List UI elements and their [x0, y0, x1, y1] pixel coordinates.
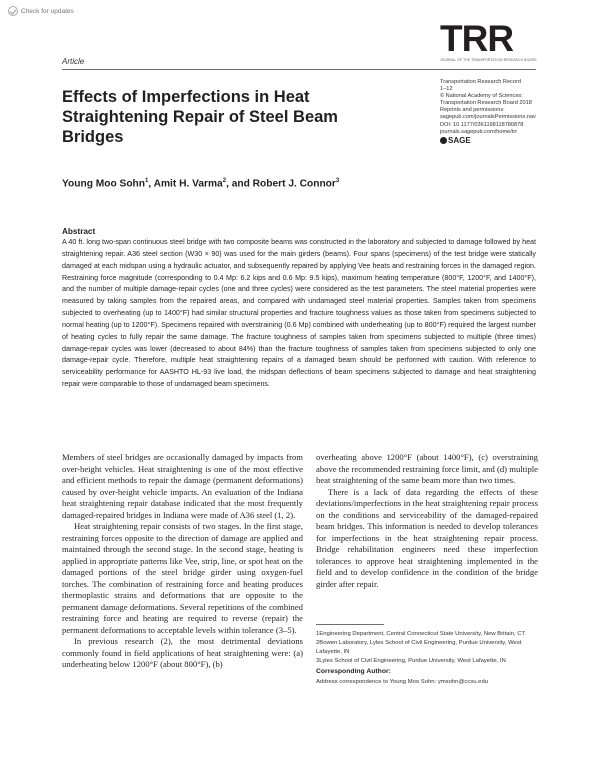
meta-line: Reprints and permissions: [440, 107, 505, 114]
meta-line: Transportation Research Board 2018 [440, 100, 532, 107]
meta-doi[interactable]: DOI: 10.1177/0361198118780878 [440, 121, 524, 128]
corresponding-author-heading: Corresponding Author: [316, 668, 391, 676]
journal-logo-subtitle: JOURNAL OF THE TRANSPORTATION RESEARCH BOARD [440, 58, 537, 62]
affiliation-footnote: 2Bowen Laboratory, Lyles School of Civil Engineering, Purdue University, West Lafayette, IN [316, 640, 522, 655]
article-title: Effects of Imperfections in Heat Straightening Repair of Steel Beam Bridges [62, 88, 338, 146]
author-name[interactable]: Amit H. Varma [153, 178, 223, 190]
footnote-rule [316, 624, 384, 625]
sage-icon [440, 137, 447, 144]
author-affiliation-marker: 3 [335, 178, 340, 184]
journal-logo-text: TRR [440, 18, 514, 59]
article-type-label: Article [62, 57, 85, 66]
abstract-section [62, 227, 536, 391]
meta-link[interactable]: sagepub.com/journalsPermissions.nav [440, 114, 536, 121]
author-separator: , and [226, 178, 253, 190]
meta-line: 1–12 [440, 86, 453, 93]
body-paragraph: Heat straightening repair consists of two stages. In the first stage, restraining forces opposite to the direction of damage are applied and maintained through the second stage. In the second stage, heating is applied in appropriate patterns like Vee, strip, line, or spot heat on the damaged portions of the steel bridge girder using oxygen-fuel torches. The combination of restraining force and heating produces thermoplastic strains and deformations that are opposite to the permanent damage deformations. Several repetitions of the combined restraining force and heating are required to reverse (repair) the permanent deformations to acceptable levels within tolerance (3–5). [62, 521, 303, 635]
abstract-heading: Abstract [62, 227, 96, 236]
author-name[interactable]: Robert J. Connor [252, 178, 336, 190]
journal-logo [440, 20, 536, 72]
abstract-text: A 40 ft. long two-span continuous steel bridge with two composite beams was constructed in the laboratory and subjected to damage followed by heat straightening repair. A36 steel section (W30 × 90) was used for the main girders (beams). Four spans (specimens) of the test bridge were statically damaged at each midspan using a hydraulic actuator, and subsequently repaired by applying Vee heats and restraining forces in the damaged region. Restraining force magnitude (corresponding to 0.4 Mp: 6.2 kips and 0.6 Mp: 9.5 kips), maximum heating temperature (800°F, 1200°F, and 1400°F), and the number of multiple damage-repair cycles (one and three cycles) were considered as the test parameters. The steel material properties were measured by taking samples from the repaired areas, and compared with undamaged steel material properties. Samples taken from specimens subjected to overheating (up to 1400°F) had similar structural properties and fracture toughness values as those taken from specimens subjected to normal heating (up to 1200°F). Specimens repaired with overstraining (0.6 Mp) combined with underheating (up to 800°F) required the largest number of heating cycles to fully repair the same damage. The fracture toughness of samples taken from specimens subjected to multiple (three times) damage-repair cycles was lower (decreased to about 84%) than the fracture toughness of samples taken from specimens subjected to only one damage-repair cycle. Therefore, multiple heat straightening repairs of a damaged beam should be performed with caution. With reference to serviceability performance for AASHTO HL-93 live load, the midspan deflections of beam specimens subjected to damage and heat straightening repair were comparable to those of undamaged beam specimens. [62, 238, 536, 389]
affiliation-footnote: 1Engineering Department, Central Connecticut State University, New Britain, CT [316, 631, 526, 637]
author-affiliation-marker: 1 [145, 178, 149, 184]
body-paragraph: Members of steel bridges are occasionally damaged by impacts from over-height vehicles. Heat straightening is one of the most effective and efficient methods to repair the damage (permanent deformations) caused by over-height vehicle impacts. An evaluation of the Indiana heat straightening repair database indicated that the most frequently damaged-repaired bridges in Indiana were made of A36 steel (1, 2). [62, 452, 303, 520]
body-paragraph: In previous research (2), the most detrimental deviations commonly found in field applications of heat straightening were: (a) underheating below 1200°F (about 800°F), (b) [62, 636, 303, 669]
publisher-logo [440, 137, 550, 144]
affiliation-footnote: 3Lyles School of Civil Engineering, Purdue University, West Lafayette, IN [316, 658, 506, 665]
check-updates-icon [8, 6, 18, 16]
author-affiliation-marker: 2 [222, 178, 227, 184]
journal-metadata [440, 79, 550, 144]
body-paragraph: overheating above 1200°F (about 1400°F), (c) overstraining above the recommended restraining force limit, and (d) multiple heat straightening of the same beam more than two times. [316, 452, 538, 485]
body-paragraph: There is a lack of data regarding the effects of these deviations/imperfections in the heat straightening repair process on the conditions and serviceability of the damaged-repaired beam bridges. This information is needed to develop tolerances for imperfections in the heat straightening repair process. Bridge rehabilitation engineers need these imperfection tolerances to approve heat straightening implemented in the field and to develop confidence in the condition of the bridge girder after repair. [316, 486, 538, 589]
check-for-updates-badge[interactable] [8, 6, 74, 16]
author-list [62, 178, 339, 189]
meta-line: Transportation Research Record [440, 79, 521, 85]
meta-line: © National Academy of Sciences: [440, 93, 523, 100]
corresponding-author-text[interactable]: Address correspondence to Young Moo Sohn: ymsohn@ccsu.edu [316, 678, 489, 685]
check-updates-label: Check for updates [21, 7, 74, 15]
publisher-name: SAGE [448, 135, 471, 145]
body-column-right [316, 452, 538, 590]
author-separator: , [148, 178, 154, 190]
author-name[interactable]: Young Moo Sohn [62, 178, 145, 190]
footnotes [316, 630, 538, 687]
body-column-left [62, 452, 303, 671]
meta-link[interactable]: journals.sagepub.com/home/trr [440, 128, 518, 135]
